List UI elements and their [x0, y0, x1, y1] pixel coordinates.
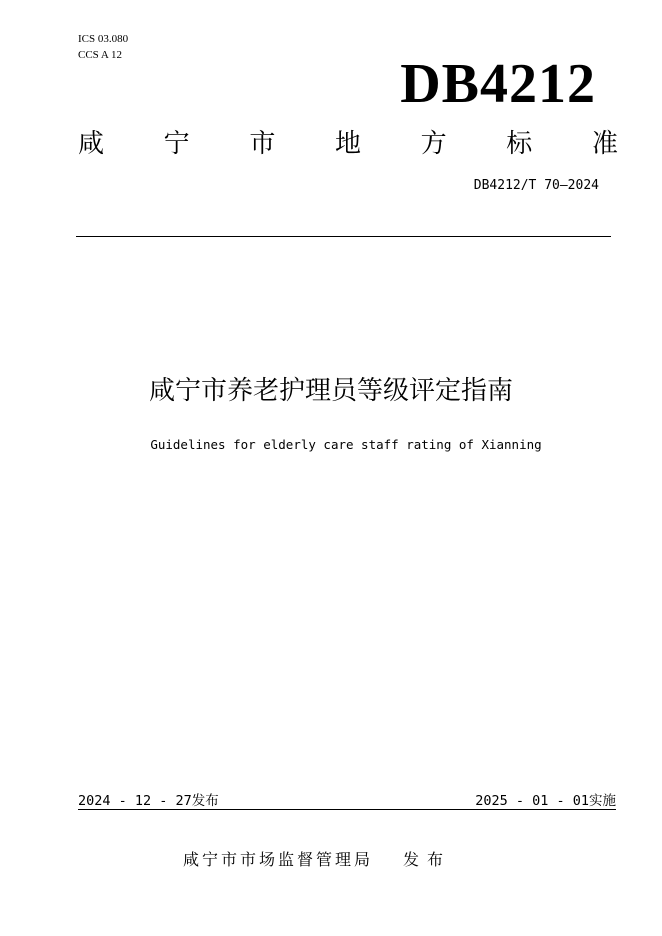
standard-type-char: 市 — [249, 129, 276, 159]
standard-type-char: 方 — [420, 129, 447, 159]
issue-date: 2024 - 12 - 27 — [78, 793, 192, 809]
ccs-code: CCS A 12 — [78, 49, 123, 61]
standard-type-char: 宁 — [163, 129, 190, 159]
standard-type-char: 地 — [334, 129, 361, 159]
issuer-name: 咸宁市市场监督管理局 — [183, 850, 374, 869]
issue-label: 发布 — [191, 793, 219, 809]
standard-code-large: DB4212 — [400, 53, 596, 115]
issuer-line — [183, 849, 451, 871]
issuer-action: 发布 — [403, 850, 452, 869]
standard-type-char: 咸 — [78, 129, 105, 159]
document-title-chinese: 咸宁市养老护理员等级评定指南 — [148, 376, 513, 406]
footer-divider — [78, 809, 616, 810]
standard-type-heading — [78, 126, 618, 162]
implementation-date-line — [475, 792, 616, 810]
standard-number: DB4212/T 70—2024 — [473, 178, 599, 193]
standard-type-char: 标 — [506, 129, 533, 159]
header-divider — [76, 236, 611, 237]
implementation-label: 实施 — [589, 793, 616, 809]
ics-code: ICS 03.080 — [78, 33, 129, 45]
document-title-english: Guidelines for elderly care staff rating of Xianning — [150, 437, 542, 452]
implementation-date: 2025 - 01 - 01 — [475, 793, 589, 809]
issue-date-line — [78, 792, 219, 810]
standard-type-char: 准 — [591, 129, 618, 159]
